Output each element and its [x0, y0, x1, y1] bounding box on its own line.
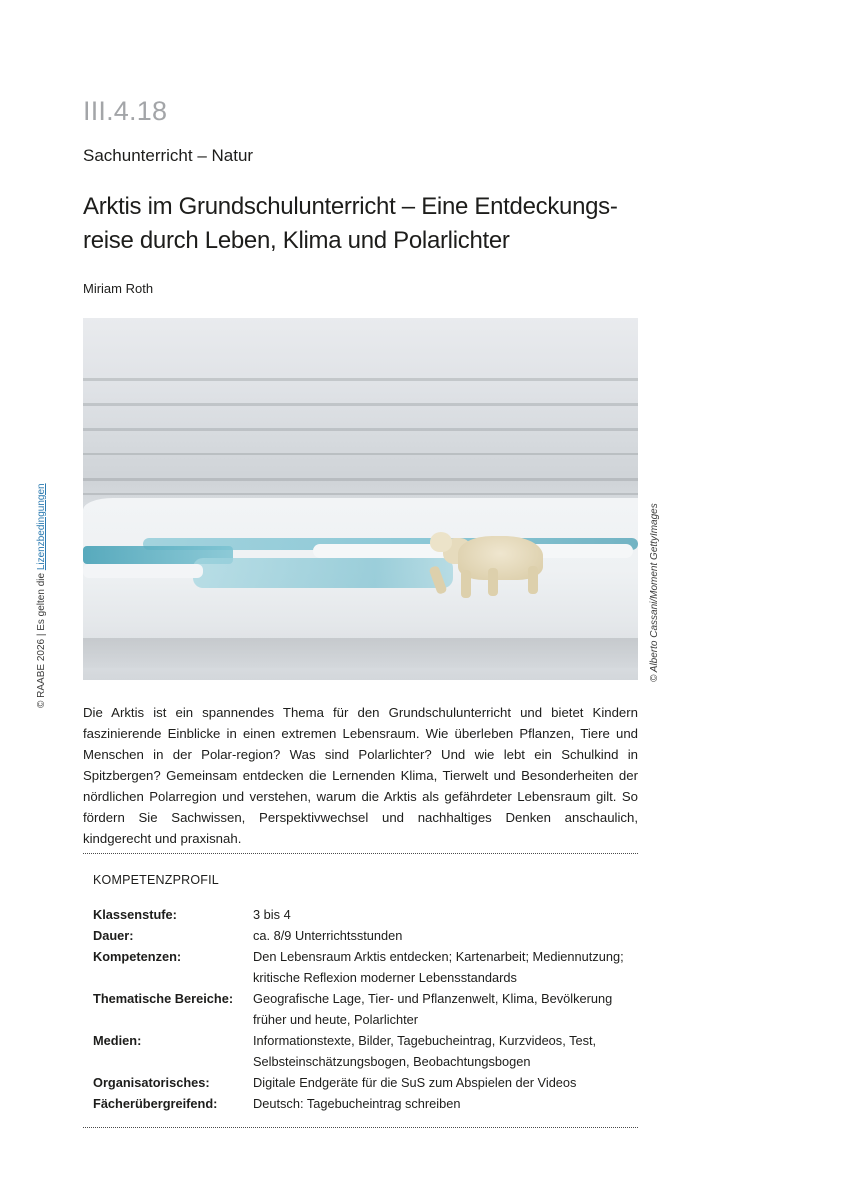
- copyright-text: © RAABE 2026 | Es gelten die: [36, 570, 47, 708]
- row-value: Digitale Endgeräte für die SuS zum Abspielen der Videos: [253, 1075, 577, 1090]
- row-label: Medien:: [93, 1033, 142, 1048]
- license-link[interactable]: Lizenzbedingungen: [36, 483, 47, 571]
- photo-credit: © Alberto Cassani/Moment GettyImages: [649, 503, 660, 682]
- profile-heading: KOMPETENZPROFIL: [93, 873, 219, 887]
- profile-row-grade: [93, 904, 638, 925]
- row-value: Den Lebensraum Arktis entdecken; Kartenarbeit; Mediennutzung; kritische Reflexion moderner Lebensstandards: [253, 949, 624, 985]
- row-label: Dauer:: [93, 928, 134, 943]
- divider-top: [83, 853, 638, 854]
- row-label: Kompetenzen:: [93, 949, 182, 964]
- intro-paragraph: Die Arktis ist ein spannendes Thema für den Grundschulunterricht und bietet Kindern faszinierende Einblicke in einen extremen Lebensraum. Wie überleben Pflanzen, Tiere und Menschen in der Polar-region? Was sind Polarlichter? Und wie lebt ein Schulkind in Spitzbergen? Gemeinsam entdecken die Lernenden Klima, Tierwelt und Besonderheiten der nördlichen Polarregion und verstehen, warum die Arktis als gefährdeter Lebensraum gilt. So fördern Sie Sachwissen, Perspektivwechsel und nachhaltiges Denken anschaulich, kindgerecht und praxisnah.: [83, 705, 638, 846]
- polar-bear-photo: [83, 318, 638, 680]
- row-value: ca. 8/9 Unterrichtsstunden: [253, 928, 403, 943]
- row-label: Thematische Bereiche:: [93, 991, 234, 1006]
- competence-profile-table: [93, 904, 638, 1114]
- subject-heading: Sachunterricht – Natur: [83, 146, 254, 165]
- row-label: Klassenstufe:: [93, 907, 177, 922]
- document-title: Arktis im Grundschulunterricht – Eine Entdeckungs-reise durch Leben, Klima und Polarlichter: [83, 193, 618, 254]
- row-label: Fächerübergreifend:: [93, 1096, 218, 1111]
- profile-row-competences: [93, 946, 638, 988]
- row-value: 3 bis 4: [253, 907, 291, 922]
- license-notice: [36, 483, 47, 708]
- profile-row-duration: [93, 925, 638, 946]
- row-value: Deutsch: Tagebucheintrag schreiben: [253, 1096, 461, 1111]
- row-label: Organisatorisches:: [93, 1075, 210, 1090]
- profile-row-media: [93, 1030, 638, 1072]
- section-code: III.4.18: [83, 96, 168, 126]
- author-name: Miriam Roth: [83, 281, 154, 296]
- row-value: Informationstexte, Bilder, Tagebucheintrag, Kurzvideos, Test, Selbsteinschätzungsbogen, Beobachtungsbogen: [253, 1033, 597, 1069]
- profile-row-topics: [93, 988, 638, 1030]
- row-value: Geografische Lage, Tier- und Pflanzenwelt, Klima, Bevölkerung früher und heute, Polarlichter: [253, 991, 613, 1027]
- divider-bottom: [83, 1127, 638, 1128]
- profile-row-crosscurricular: [93, 1093, 638, 1114]
- profile-row-organisation: [93, 1072, 638, 1093]
